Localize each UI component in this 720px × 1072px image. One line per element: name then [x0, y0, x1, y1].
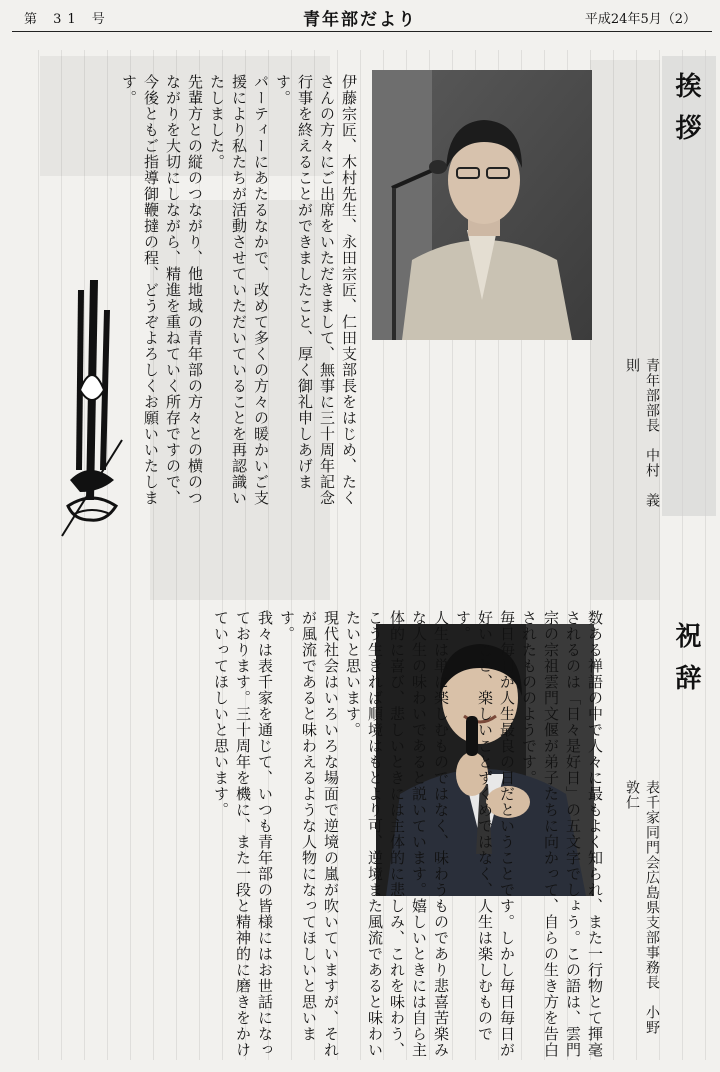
congrats-byline: 表千家同門会広島県支部事務長 小野 敦仁 [624, 780, 660, 1050]
issue-number: 第 31 号 [24, 12, 111, 27]
issue-date: 平成24年5月（2） [584, 12, 696, 27]
congrats-heading: 祝辞 [671, 622, 701, 706]
iris-ornament [60, 270, 124, 540]
photo-speaker-kimono [372, 70, 592, 340]
speaker-kimono-image [372, 70, 592, 340]
congrats-body: 数ある禅語の中で人々に最もよく知られ、また一行物とて揮毫されるのは「日々是好日」の五文字でしょう。この語は、雲門宗の宗祖雲門文偃が弟子たちに向かって、自らの生き方を告白されたもののようです。 毎日毎日が人生最良の日だということです。しかし毎日毎日が好いこと、楽しいことずくめではなく、人生は楽しむものです。 人生は単に楽しむものではなく、味わうものであり悲喜苦楽みな人生の味わいであると説いています。嬉しいときには自ら主体的に喜び、悲しいときには主体的に悲しみ、これを味わう、こう生きれば順境はもとより可、逆境また風流であると味わいたいと思います。 現代社会はいろいろな場面で逆境の嵐が吹いていますが、それが風流であると味わえるような人物になってほしいと思います。 我々は表千家を通じて、いつも青年部の皆様にはお世話になっております。三十周年を機に、また一段と精神的に磨きをかけていってほしいと思います。 [212, 610, 604, 1058]
newsletter-title: 青年部だより [303, 10, 417, 30]
greeting-heading: 挨拶 [671, 72, 701, 156]
page-header [0, 0, 720, 34]
bleed-through-block [590, 60, 660, 600]
greeting-body: 伊藤宗匠、木村先生、永田宗匠、仁田支部長をはじめ、たくさんの方々にご出席をいただきまして、無事に三十周年記念行事を終えることができましたこと、厚く御礼申しあげます。 パーティーにあたるなかで、改めて多くの方々の暖かいご支援により私たちが活動させていただいていることを再認識いたしました。 先輩方との縦のつながり、他地域の青年部の方々との横のつながりを大切にしながら、精進を重ねていく所存ですので、今後ともご指導御鞭撻の程、どうぞよろしくお願いいたします。 [120, 74, 358, 506]
greeting-byline: 青年部部長 中村 義則 [624, 358, 660, 508]
iris-ornament-icon [60, 270, 124, 540]
header-rule [12, 31, 712, 32]
